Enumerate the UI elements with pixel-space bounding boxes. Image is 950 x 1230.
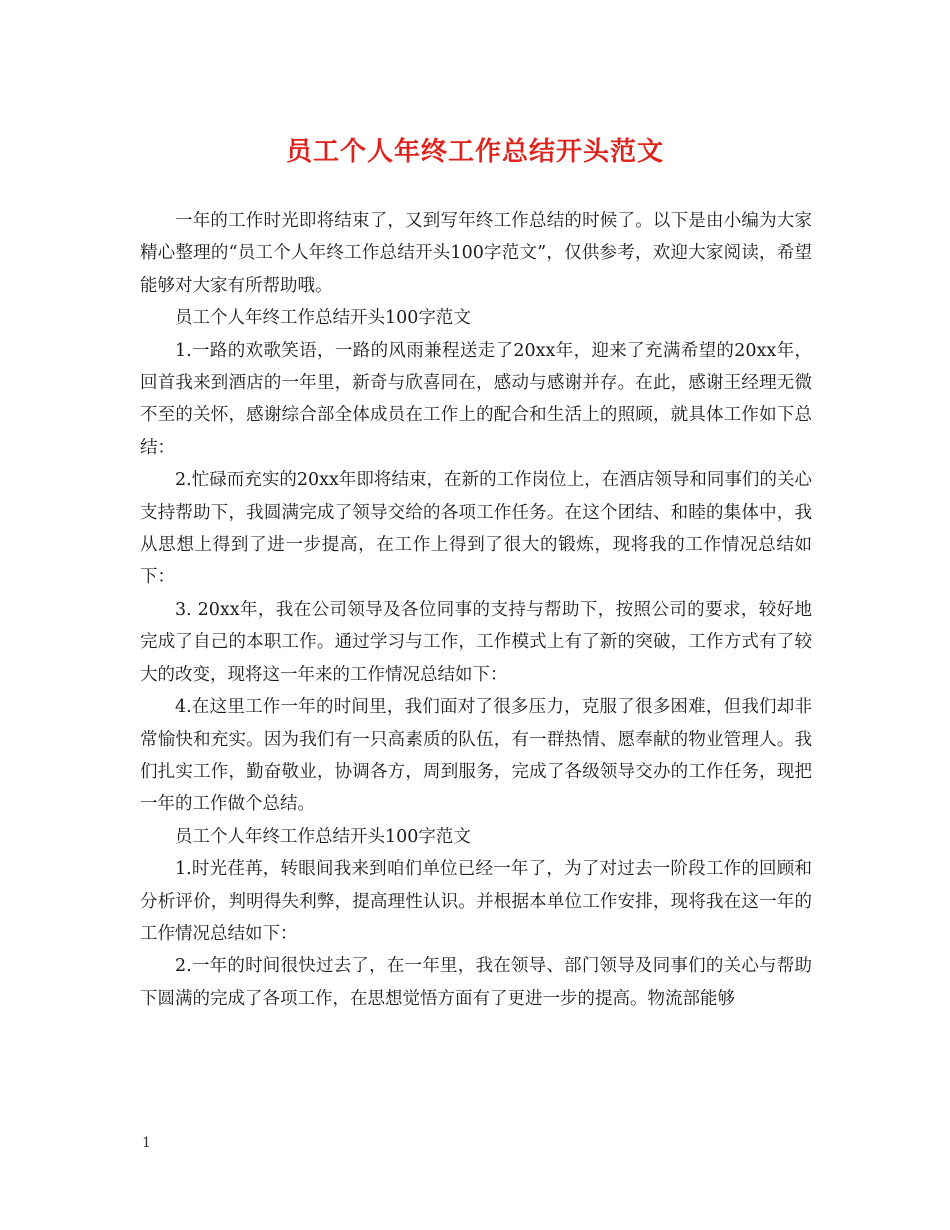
section-heading: 员工个人年终工作总结开头100字范文	[175, 826, 471, 847]
paragraph-item: 1.一路的欢歌笑语，一路的风雨兼程送走了20xx年，迎来了充满希望的20xx年，回首我来到酒店的一年里，新奇与欣喜同在，感动与感谢并存。在此，感谢王经理无微不至的关怀，感谢综合部全体成员在工作上的配合和生活上的照顾，就具体工作如下总结：	[140, 340, 812, 458]
paragraph-item: 3. 20xx年，我在公司领导及各位同事的支持与帮助下，按照公司的要求，较好地完成了自己的本职工作。通过学习与工作，工作模式上有了新的突破，工作方式有了较大的改变，现将这一年来的工作情况总结如下：	[140, 599, 812, 685]
document-title: 员工个人年终工作总结开头范文	[285, 137, 664, 167]
page-number: 1	[142, 1135, 151, 1151]
paragraph-item: 1.时光荏苒，转眼间我来到咱们单位已经一年了，为了对过去一阶段工作的回顾和分析评价，判明得失利弊，提高理性认识。并根据本单位工作安排，现将我在这一年的工作情况总结如下：	[140, 859, 812, 944]
section-heading: 员工个人年终工作总结开头100字范文	[175, 308, 471, 329]
paragraph-item: 2.忙碌而充实的20xx年即将结束，在新的工作岗位上，在酒店领导和同事们的关心支持帮助下，我圆满完成了领导交给的各项工作任务。在这个团结、和睦的集体中，我从思想上得到了进一步提高，在工作上得到了很大的锻炼，现将我的工作情况总结如下：	[140, 470, 812, 588]
paragraph-intro: 一年的工作时光即将结束了，又到写年终工作总结的时候了。以下是由小编为大家精心整理的“员工个人年终工作总结开头100字范文”，仅供参考，欢迎大家阅读，希望能够对大家有所帮助哦。	[140, 211, 812, 296]
paragraph-item: 4.在这里工作一年的时间里，我们面对了很多压力，克服了很多困难，但我们却非常愉快和充实。因为我们有一只高素质的队伍，有一群热情、愿奉献的物业管理人。我们扎实工作，勤奋敬业，协调各方，周到服务，完成了各级领导交办的工作任务，现把一年的工作做个总结。	[140, 697, 812, 815]
paragraph-item: 2.一年的时间很快过去了，在一年里，我在领导、部门领导及同事们的关心与帮助下圆满的完成了各项工作，在思想觉悟方面有了更进一步的提高。物流部能够	[140, 956, 812, 1009]
document-body	[140, 205, 812, 1015]
